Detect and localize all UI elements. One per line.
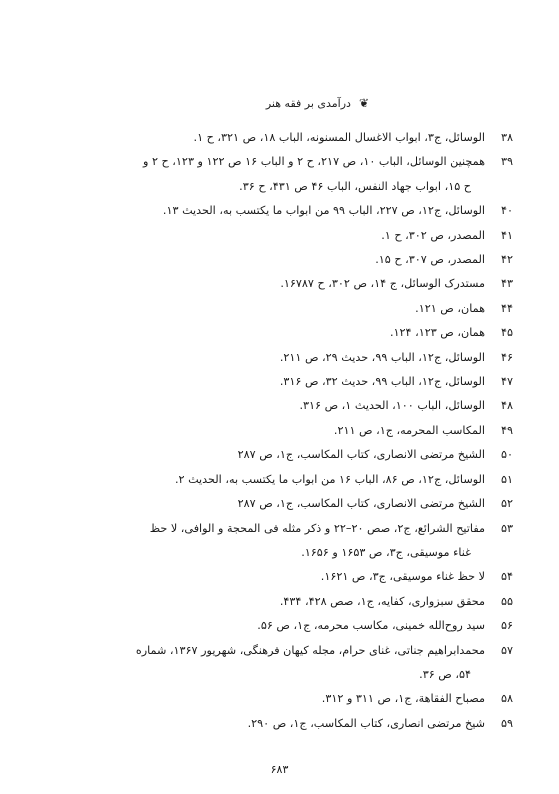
endnote-number: ۴۰	[500, 204, 513, 218]
endnote-item	[65, 492, 513, 516]
endnote-text: لا حظ غناء موسیقی، ج۳، ص ۱۶۲۱.	[320, 570, 485, 584]
endnote-item	[65, 468, 513, 492]
endnote-item	[65, 687, 513, 711]
endnote-item	[65, 199, 513, 223]
endnote-number: ۳۸	[500, 131, 513, 144]
endnote-text: محقق سبزواری، کفایه، ج۱، صص ۴۲۸، ۴۳۴.	[279, 594, 485, 608]
endnote-number: ۵۶	[500, 619, 513, 633]
endnote-item	[65, 150, 513, 199]
endnote-text: همچنین الوسائل، الباب ۱۰، ص ۲۱۷، ح ۲ و الباب ۱۶ ص ۱۲۲ و ۱۲۳، ح ۲ و	[142, 155, 485, 169]
endnote-item	[65, 224, 513, 248]
endnote-text: همان، ص ۱۲۳، ۱۲۴.	[389, 326, 485, 340]
page-number: ۶۸۳	[270, 763, 289, 776]
endnote-text: ۵۴، ص ۳۶.	[419, 667, 471, 681]
endnote-text: الوسائل، ج۱۲، الباب ۹۹، حدیث ۲۹، ص ۲۱۱.	[279, 350, 485, 364]
endnote-number: ۵۵	[500, 594, 513, 608]
endnote-text: المکاسب المحرمه، ج۱، ص ۲۱۱.	[333, 423, 485, 437]
endnote-item	[65, 712, 513, 736]
endnote-number: ۴۷	[500, 375, 513, 389]
ornament-icon: ❦	[358, 96, 369, 110]
endnote-number: ۴۵	[500, 326, 513, 340]
endnote-number: ۵۲	[500, 497, 513, 511]
endnote-item	[65, 419, 513, 443]
endnote-item	[65, 639, 513, 688]
endnote-item	[65, 565, 513, 589]
endnote-item	[65, 443, 513, 467]
running-header-title: درآمدی بر فقه هنر	[265, 96, 351, 110]
endnote-number: ۵۳	[500, 521, 513, 535]
endnote-item	[65, 272, 513, 296]
endnote-number: ۴۸	[500, 399, 513, 413]
endnotes-list	[65, 126, 513, 736]
endnote-text: غناء موسیقی، ج۳، ص ۱۶۵۳ و ۱۶۵۶.	[301, 545, 471, 559]
endnote-text: المصدر، ص ۳۰۲، ح ۱.	[381, 228, 485, 242]
running-header	[266, 96, 369, 110]
endnote-item	[65, 394, 513, 418]
endnote-text: الوسائل، الباب ۱۰۰، الحدیث ۱، ص ۳۱۶.	[299, 399, 485, 413]
endnote-text: مستدرک الوسائل، ج ۱۴، ص ۳۰۲، ح ۱۶۷۸۷.	[280, 277, 485, 291]
endnote-text: محمدابراهیم جناتی، غنای حرام، مجله کیهان فرهنگی، شهریور ۱۳۶۷، شماره	[135, 643, 485, 657]
endnote-number: ۴۱	[500, 228, 513, 242]
endnote-number: ۴۴	[500, 301, 513, 315]
endnote-text: همان، ص ۱۲۱.	[415, 301, 485, 315]
endnote-number: ۵۹	[500, 716, 513, 730]
endnote-text: الوسائل، ج۱۲، ص ۲۲۷، الباب ۹۹ من ابواب ما یکتسب به، الحدیث ۱۳.	[162, 204, 485, 218]
endnote-text: الشیخ مرتضی الانصاری، کتاب المکاسب، ج۱، ص ۲۸۷	[237, 448, 485, 462]
endnote-number: ۵۷	[500, 643, 513, 657]
endnote-text: ح ۱۵، ابواب جهاد النفس، الباب ۴۶ ص ۴۳۱، ح ۳۶.	[239, 179, 471, 193]
endnote-item	[65, 517, 513, 566]
endnote-number: ۵۴	[500, 570, 513, 584]
endnote-text: شیخ مرتضی انصاری، کتاب المکاسب، ج۱، ص ۲۹۰.	[247, 716, 485, 730]
endnote-text: الشیخ مرتضی الانصاری، کتاب المکاسب، ج۱، ص ۲۸۷	[237, 497, 485, 511]
endnote-item	[65, 590, 513, 614]
endnote-item	[65, 248, 513, 272]
endnote-item	[65, 321, 513, 345]
endnote-item	[65, 614, 513, 638]
endnote-text: سید روح‌الله خمینی، مکاسب محرمه، ج۱، ص ۵۶.	[257, 619, 485, 633]
endnote-number: ۴۶	[500, 350, 513, 364]
endnote-number: ۴۳	[500, 277, 513, 291]
endnote-item	[65, 126, 513, 150]
endnote-item	[65, 346, 513, 370]
endnote-number: ۵۱	[500, 472, 513, 486]
endnote-text: المصدر، ص ۳۰۷، ح ۱۵.	[375, 253, 485, 267]
endnote-text: الوسائل، ج۱۲، ص ۸۶، الباب ۱۶ من ابواب ما یکتسب به، الحدیث ۲.	[174, 472, 485, 486]
endnote-number: ۵۰	[500, 448, 513, 462]
endnote-text: الوسائل، ج۳، ابواب الاغسال المسنونه، الباب ۱۸، ص ۳۲۱، ح ۱.	[193, 131, 485, 144]
endnote-number: ۵۸	[500, 692, 513, 706]
endnote-text: مصباح الفقاهة، ج۱، ص ۳۱۱ و ۳۱۲.	[321, 692, 485, 706]
endnote-number: ۴۲	[500, 253, 513, 267]
endnote-text: الوسائل، ج۱۲، الباب ۹۹، حدیث ۳۲، ص ۳۱۶.	[279, 375, 485, 389]
endnote-number: ۴۹	[500, 423, 513, 437]
endnote-number: ۳۹	[500, 155, 513, 169]
endnote-text: مفاتیح الشرائع، ج۲، صص ۲۰–۲۲ و ذکر مثله فی المحجة و الوافی، لا حظ	[149, 521, 485, 535]
endnote-item	[65, 370, 513, 394]
endnote-item	[65, 297, 513, 321]
